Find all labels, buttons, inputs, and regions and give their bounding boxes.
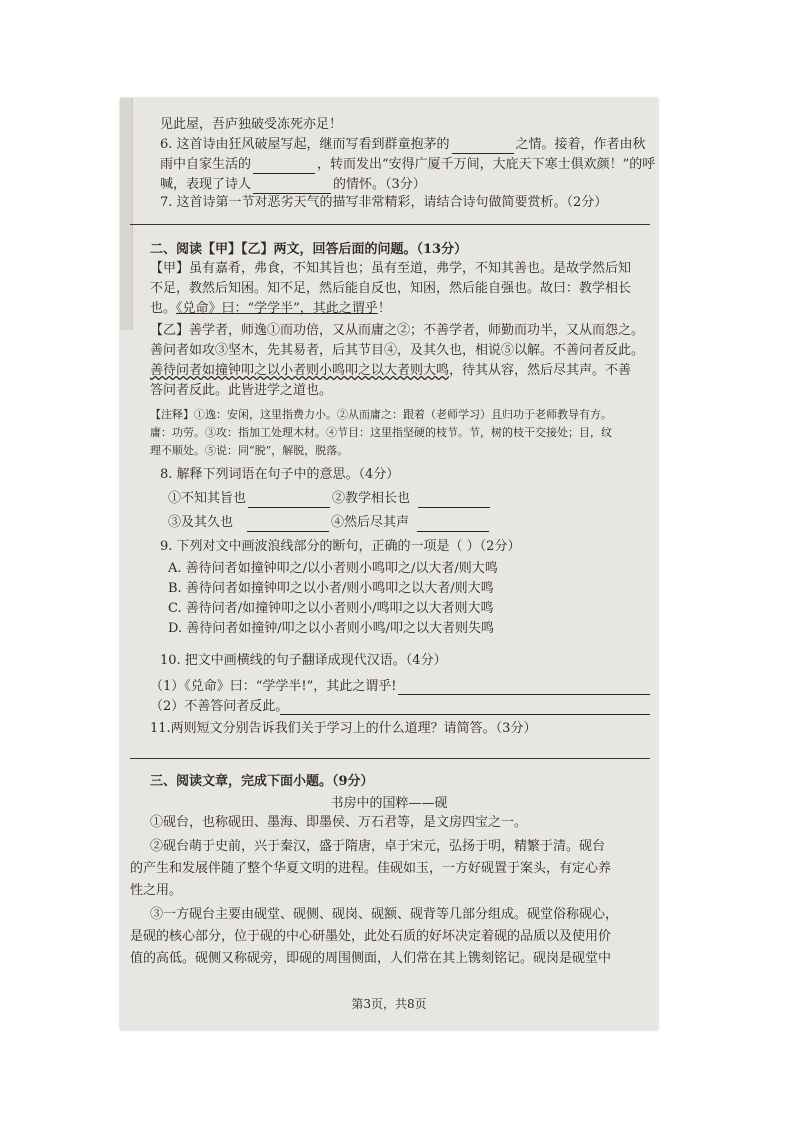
jia-text-line: 【甲】虽有嘉肴，弗食，不知其旨也；虽有至道，弗学，不知其善也。是故学然后知 [150,261,632,276]
question-11: 11.两则短文分别告诉我们关于学习上的什么道理？请简答。（3分） [150,721,537,736]
yi-text-line: 答问者反此。此皆进学之道也。 [150,383,333,398]
answer-blank[interactable] [247,518,329,532]
yi-text-line: 【乙】善学者，师逸①而功倍，又从而庸之②；不善学者，师勤而功半，又从而怨之。 [150,323,645,338]
section-3-title: 三、阅读文章，完成下面小题。（9分） [150,774,374,789]
answer-line[interactable] [280,714,650,715]
answer-line[interactable] [398,694,650,695]
wavy-underlined-sentence: 善待问者如撞钟叩之以小者则小鸣叩之以大者则大鸣 [150,363,450,378]
q8-item-2: ③及其久也 ④然后尽其声 [168,514,491,532]
question-7: 7. 这首诗第一节对恶劣天气的描写非常精彩，请结合诗句做简要赏析。（2分） [160,195,608,210]
question-6-line-1: 6. 这首诗由狂风破屋写起，继而写看到群童抱茅的 之情。接着，作者由秋 [160,137,646,152]
article-paragraph: ②砚台萌于史前，兴于秦汉，盛于隋唐，卓于宋元，弘扬于明，精繁于清。砚台 [150,839,606,854]
answer-blank[interactable] [253,160,315,174]
q10-sentence-1: （1）《兑命》曰：“学学半!”，其此之谓乎! [150,679,397,694]
article-paragraph: ③一方砚台主要由砚堂、砚侧、砚岗、砚额、砚背等几部分组成。砚堂俗称砚心， [150,907,619,922]
answer-blank[interactable] [418,494,490,508]
answer-line[interactable] [130,224,650,225]
article-paragraph: 的产生和发展伴随了整个华夏文明的进程。佳砚如玉，一方好砚置于案头，有定心养 [130,861,612,876]
jia-text-line: 不足，教然后知困。知不足，然后能自反也，知困，然后能自强也。故曰：教学相长 [150,281,632,296]
article-paragraph: 值的高低。砚侧又称砚旁，即砚的周围侧面，人们常在其上镌刻铭记。砚岗是砚堂中 [130,951,612,966]
annotation-line: 庸：功劳。③攻：指加工处理木材。④节目：这里指坚硬的枝节。节，树的枝干交接处；目，纹 [150,426,612,439]
q8-item-1: ①不知其旨也 ②教学相长也 [168,490,492,508]
article-paragraph: 是砚的核心部分，位于砚的中心研墨处，此处石质的好坏决定着砚的品质以及使用价 [130,929,612,944]
binding-margin [120,98,133,330]
article-paragraph: 性之用。 [130,883,183,898]
section-2-title: 二、阅读【甲】【乙】两文，回答后面的问题。（13分） [150,242,468,257]
poem-line: 见此屋，吾庐独破受冻死亦足！ [160,117,343,132]
q10-sentence-2: （2）不善答问者反此。 [150,699,289,714]
q9-option-c[interactable]: C. 善待问者/如撞钟叩之以小者则小/鸣叩之以大者则大鸣 [168,601,494,616]
yi-text-line: 善问者如攻③坚木，先其易者，后其节目④，及其久也，相说⑤以解。不善问者反此。 [150,343,645,358]
question-9: 9. 下列对文中画波浪线部分的断句，正确的一项是（ ）（2分） [160,539,521,554]
q9-option-d[interactable]: D. 善待问者如撞钟/叩之以小者则小鸣/叩之以大者则失鸣 [168,621,494,636]
question-10: 10. 把文中画横线的句子翻译成现代汉语。（4分） [160,653,447,668]
q9-option-b[interactable]: B. 善待问者如撞钟叩之以小者/则小鸣叩之以大者/则大鸣 [168,581,494,596]
answer-blank[interactable] [452,140,514,154]
exam-page [120,98,658,1030]
answer-blank[interactable] [253,180,331,194]
answer-line[interactable] [130,758,650,759]
answer-blank[interactable] [248,494,330,508]
underlined-sentence: 《兑命》曰：“学学半”，其此之谓乎 [176,301,378,316]
q9-option-a[interactable]: A. 善待问者如撞钟叩之/以小者则小鸣叩之/以大者/则大鸣 [168,561,498,576]
article-title: 书房中的国粹——砚 [330,796,448,811]
jia-text-line: 也。《兑命》曰：“学学半”，其此之谓乎！ [150,301,391,316]
article-paragraph: ①砚台，也称砚田、墨海、即墨侯、万石君等，是文房四宝之一。 [150,815,528,830]
question-6-line-2: 雨中自家生活的 ，转而发出“安得广厦千万间，大庇天下寒士俱欢颜！”的呼 [160,157,656,172]
annotation-line: 理不顺处。⑤说：同“脱”，解脱，脱落。 [150,444,349,457]
page-number: 第3页，共8页 [351,997,427,1011]
question-6-line-3: 喊，表现了诗人 的情怀。（3分） [160,177,426,192]
annotation-line: 【注释】①逸：安闲，这里指费力小。②从而庸之：跟着（老师学习）且归功于老师教导有方。 [150,408,612,421]
question-8: 8. 解释下列词语在句子中的意思。（4分） [160,467,400,482]
yi-text-line: 善待问者如撞钟叩之以小者则小鸣叩之以大者则大鸣，待其从容，然后尽其声。不善 [150,363,632,378]
answer-blank[interactable] [417,518,489,532]
